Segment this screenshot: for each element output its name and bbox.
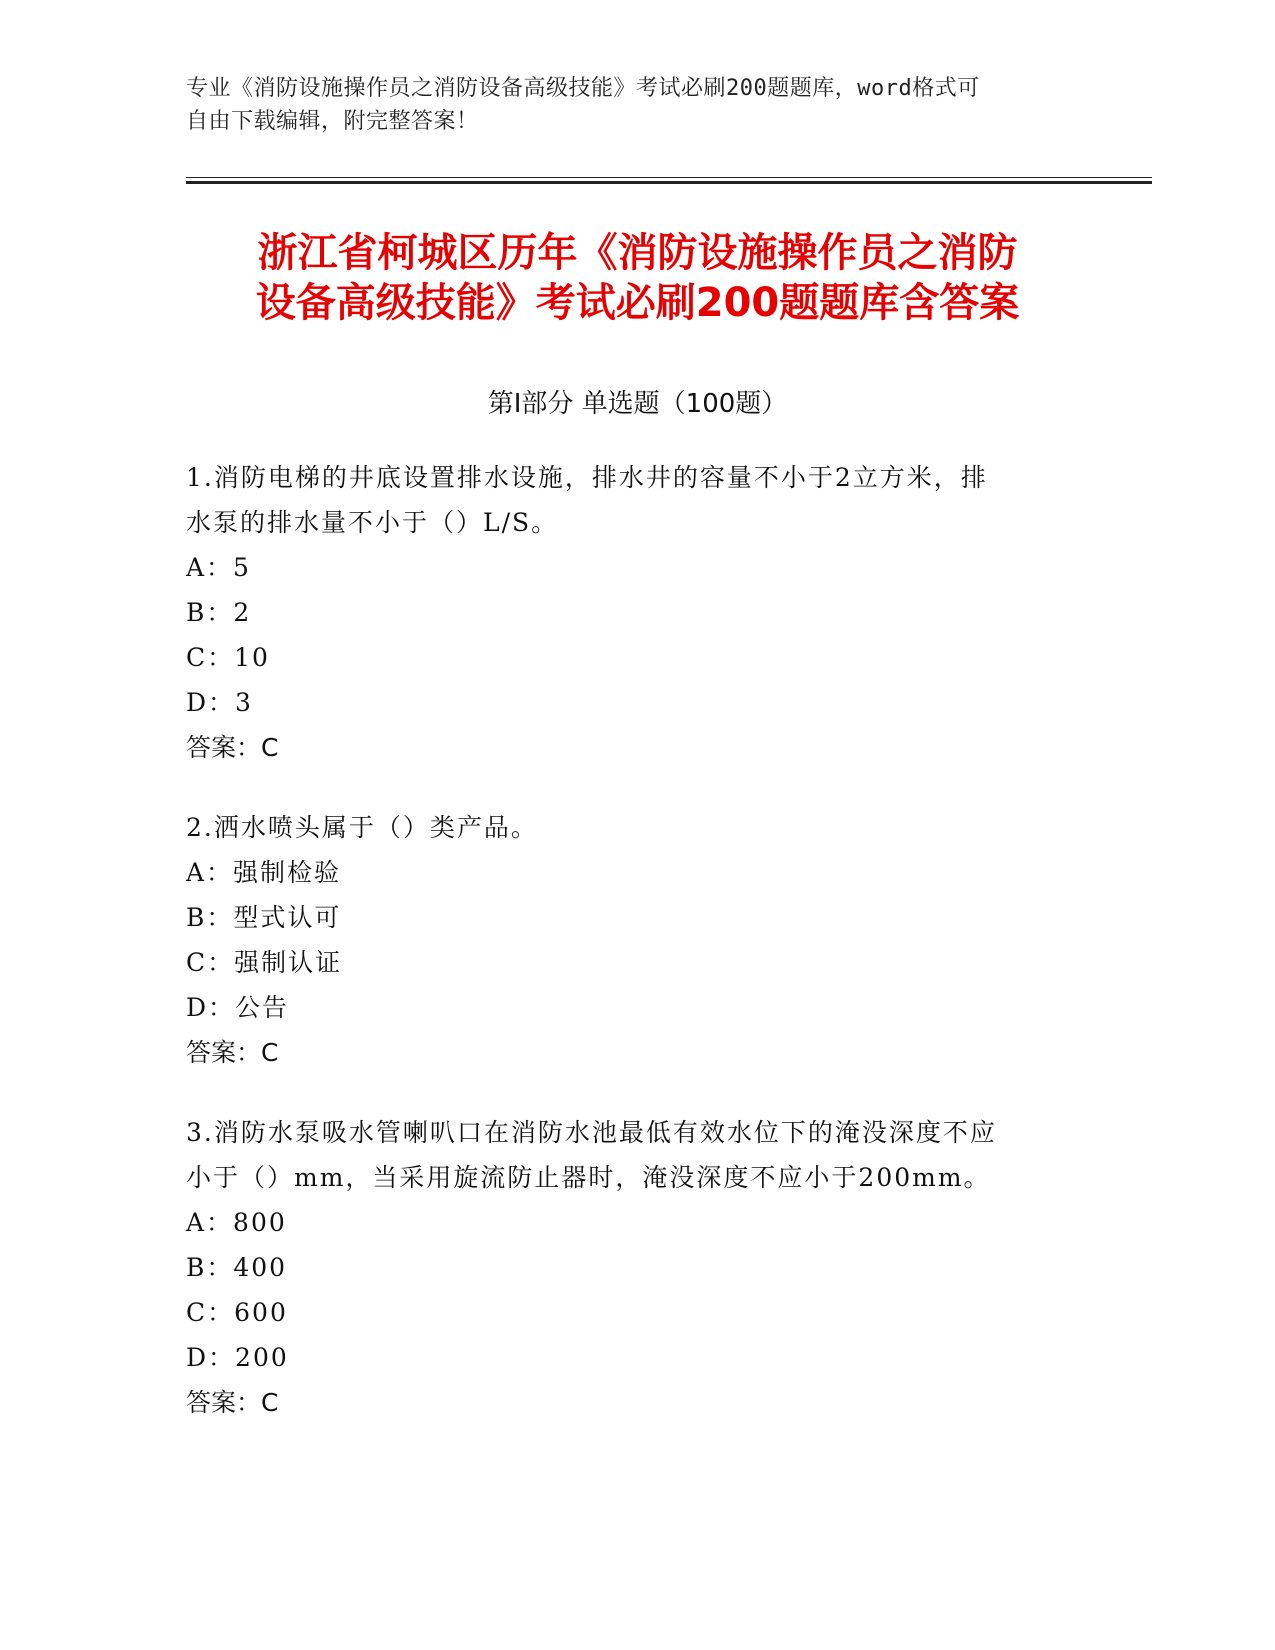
answer: 答案：C	[186, 1038, 279, 1067]
option-d: D：3	[186, 688, 253, 717]
header-note	[186, 72, 1086, 138]
question-stem-line: 1.消防电梯的井底设置排水设施，排水井的容量不小于2立方米，排	[186, 463, 988, 492]
option-b: B：2	[186, 598, 252, 627]
answer: 答案：C	[186, 733, 279, 762]
question-stem-line: 小于（）mm，当采用旋流防止器时，淹没深度不应小于200mm。	[186, 1163, 991, 1192]
document-title	[130, 228, 1145, 328]
question-stem-line: 3.消防水泵吸水管喇叭口在消防水池最低有效水位下的淹没深度不应	[186, 1118, 997, 1147]
question-1	[186, 455, 1066, 770]
option-d: D：公告	[186, 993, 290, 1022]
option-b: B：400	[186, 1253, 288, 1282]
header-divider-thick	[186, 181, 1152, 184]
option-a: A：强制检验	[186, 858, 342, 887]
question-stem	[186, 455, 1066, 545]
question-stem-line: 水泵的排水量不小于（）L/S。	[186, 508, 559, 537]
option-a: A：5	[186, 553, 251, 582]
option-d: D：200	[186, 1343, 289, 1372]
option-c: C：600	[186, 1298, 288, 1327]
header-divider-thin	[186, 177, 1152, 178]
header-note-line-2: 自由下载编辑，附完整答案！	[186, 109, 479, 134]
option-c: C：10	[186, 643, 270, 672]
question-3	[186, 1110, 1066, 1425]
answer: 答案：C	[186, 1388, 279, 1417]
option-c: C：强制认证	[186, 948, 343, 977]
question-stem	[186, 805, 1066, 850]
header-note-line-1: 专业《消防设施操作员之消防设备高级技能》考试必刷200题题库，word格式可	[186, 76, 980, 101]
option-a: A：800	[186, 1208, 287, 1237]
document-title-line-1: 浙江省柯城区历年《消防设施操作员之消防	[257, 230, 1018, 276]
section-heading: 第Ⅰ部分 单选题（100题）	[487, 389, 788, 419]
question-stem	[186, 1110, 1066, 1200]
question-stem-line: 2.洒水喷头属于（）类产品。	[186, 813, 538, 842]
option-b: B：型式认可	[186, 903, 342, 932]
question-2	[186, 805, 1066, 1075]
document-title-line-2: 设备高级技能》考试必刷200题题库含答案	[255, 280, 1020, 326]
